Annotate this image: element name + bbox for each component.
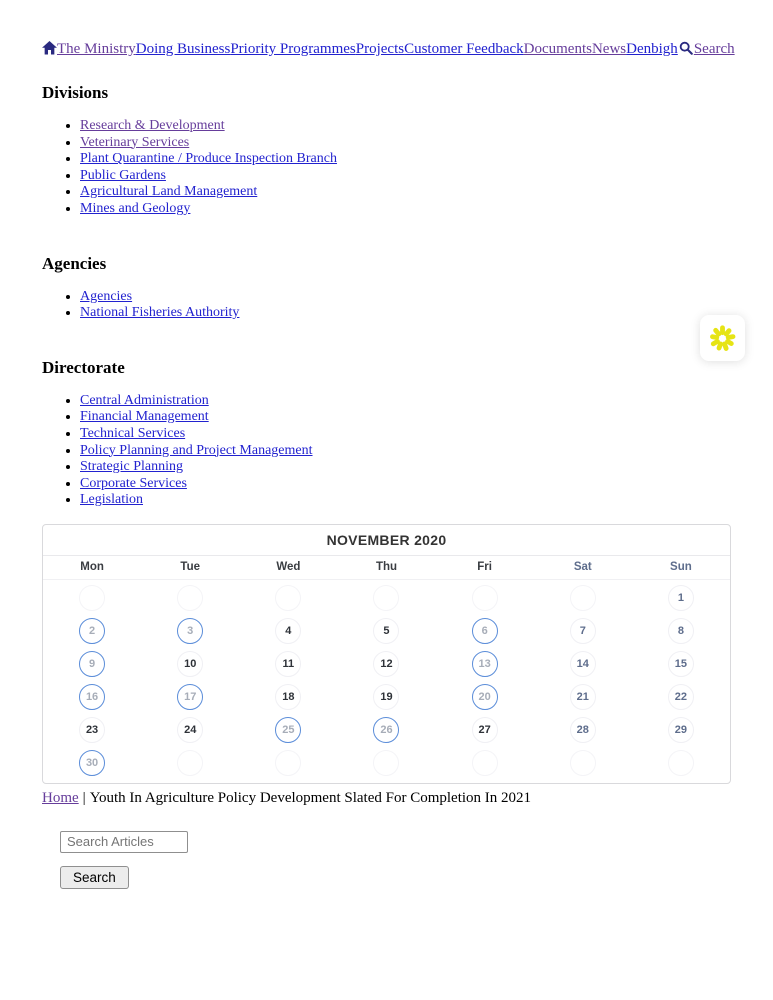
calendar-day-2 [43,618,141,644]
list-item [80,289,731,306]
event-day-circle[interactable]: 16 [79,684,105,710]
search-button[interactable]: Search [60,866,129,889]
nav-link-the-ministry[interactable]: The Ministry [57,41,136,57]
link-veterinary-services[interactable]: Veterinary Services [80,134,190,150]
event-day-circle[interactable]: 3 [177,618,203,644]
calendar-day-5 [337,618,435,644]
day-header-wed: Wed [276,561,301,574]
calendar-week-row [43,582,730,615]
calendar-day-7 [534,618,632,644]
calendar-grid [43,580,730,783]
link-corporate-services[interactable]: Corporate Services [80,475,187,491]
link-legislation[interactable]: Legislation [80,492,143,508]
day-circle: 4 [275,618,301,644]
empty-day-circle [275,585,301,611]
list-item [80,184,731,201]
event-day-circle[interactable]: 2 [79,618,105,644]
day-circle: 24 [177,717,203,743]
section-heading-divisions: Divisions [42,83,109,102]
day-header-sun: Sun [670,561,692,574]
day-circle: 5 [373,618,399,644]
calendar-week-row [43,648,730,681]
calendar-empty-cell [337,750,435,776]
event-day-circle[interactable]: 20 [472,684,498,710]
nav-link-documents[interactable]: Documents [523,41,592,57]
nav-link-denbigh[interactable]: Denbigh [626,41,678,57]
event-day-circle[interactable]: 9 [79,651,105,677]
day-circle: 19 [373,684,399,710]
link-agencies[interactable]: Agencies [80,288,133,304]
calendar-empty-cell [43,585,141,611]
list-item [80,492,731,509]
day-circle: 1 [668,585,694,611]
nav-link-customer-feedback[interactable]: Customer Feedback [404,41,524,57]
list-item [80,426,731,443]
link-central-administration[interactable]: Central Administration [80,392,209,408]
list-item [80,409,731,426]
link-mines-and-geology[interactable]: Mines and Geology [80,200,191,216]
day-circle: 8 [668,618,694,644]
empty-day-circle [570,750,596,776]
calendar-day-30 [43,750,141,776]
day-header-tue: Tue [180,561,200,574]
calendar-empty-cell [632,750,730,776]
home-icon-glyph [42,41,57,55]
calendar-empty-cell [239,585,337,611]
list-item [80,305,731,322]
empty-day-circle [275,750,301,776]
day-circle: 7 [570,618,596,644]
list-item [80,393,731,410]
empty-day-circle [472,585,498,611]
link-public-gardens[interactable]: Public Gardens [80,167,166,183]
calendar-title: NOVEMBER 2020 [43,525,730,556]
section-list-agencies [42,289,731,322]
list-item [80,459,731,476]
event-day-circle[interactable]: 30 [79,750,105,776]
calendar-empty-cell [534,750,632,776]
day-circle: 15 [668,651,694,677]
article-title: Youth In Agriculture Policy Development Slated For Completion In 2021 [89,789,532,806]
list-item [80,443,731,460]
search-articles-input[interactable] [60,831,188,853]
calendar-day-10 [141,651,239,677]
calendar-day-18 [239,684,337,710]
event-day-circle[interactable]: 25 [275,717,301,743]
day-circle: 23 [79,717,105,743]
calendar-day-27 [436,717,534,743]
calendar-empty-cell [436,750,534,776]
calendar-day-13 [436,651,534,677]
link-financial-management[interactable]: Financial Management [80,409,209,425]
calendar-day-20 [436,684,534,710]
calendar-day-11 [239,651,337,677]
asterisk-spinner-icon [707,323,738,354]
search-area [60,831,731,889]
calendar-empty-cell [239,750,337,776]
section-list-divisions [42,118,731,218]
calendar-day-headers [43,556,730,580]
link-plant-quarantine-produce-inspection-branch[interactable]: Plant Quarantine / Produce Inspection Branch [80,151,337,167]
accessibility-widget[interactable] [700,315,745,361]
calendar-empty-cell [436,585,534,611]
day-circle: 27 [472,717,498,743]
breadcrumb-separator: | [82,789,86,806]
event-day-circle[interactable]: 13 [472,651,498,677]
calendar-day-23 [43,717,141,743]
top-nav [42,40,735,61]
calendar-day-9 [43,651,141,677]
empty-day-circle [177,585,203,611]
calendar-day-25 [239,717,337,743]
day-circle: 18 [275,684,301,710]
list-item [80,201,731,218]
calendar-day-14 [534,651,632,677]
link-policy-planning-and-project-management[interactable]: Policy Planning and Project Management [80,442,313,458]
link-research-development[interactable]: Research & Development [80,118,225,133]
nav-link-news[interactable]: News [591,41,627,57]
calendar-week-row [43,714,730,747]
empty-day-circle [472,750,498,776]
empty-day-circle [373,750,399,776]
section-heading-agencies: Agencies [42,253,107,273]
day-header-sat: Sat [573,561,592,574]
events-calendar [42,524,731,784]
empty-day-circle [668,750,694,776]
day-circle: 22 [668,684,694,710]
day-circle: 11 [275,651,301,677]
nav-link-search[interactable]: Search [693,41,735,57]
list-item [80,151,731,168]
link-national-fisheries-authority[interactable]: National Fisheries Authority [80,305,240,321]
calendar-day-22 [632,684,730,710]
home-link[interactable]: Home [42,789,79,806]
calendar-week-row [43,615,730,648]
calendar-empty-cell [141,585,239,611]
calendar-day-1 [632,585,730,611]
calendar-week-row [43,747,730,780]
sections [42,83,731,509]
empty-day-circle [373,585,399,611]
day-header-mon: Mon [80,561,104,574]
calendar-empty-cell [534,585,632,611]
section-agencies [42,254,731,322]
calendar-empty-cell [141,750,239,776]
calendar-day-15 [632,651,730,677]
empty-day-circle [570,585,596,611]
calendar-day-16 [43,684,141,710]
section-list-directorate [42,393,731,509]
calendar-day-17 [141,684,239,710]
calendar-week-row [43,681,730,714]
nav-link-doing-business[interactable]: Doing Business [135,41,231,57]
day-circle: 21 [570,684,596,710]
section-divisions [42,83,731,218]
day-header-fri: Fri [477,561,492,574]
home-icon[interactable] [42,41,57,61]
calendar-day-21 [534,684,632,710]
list-item [80,168,731,185]
calendar-day-3 [141,618,239,644]
calendar-day-24 [141,717,239,743]
event-day-circle[interactable]: 26 [373,717,399,743]
nav-link-projects[interactable]: Projects [355,41,405,57]
calendar-day-4 [239,618,337,644]
day-circle: 28 [570,717,596,743]
event-day-circle[interactable]: 6 [472,618,498,644]
empty-day-circle [177,750,203,776]
day-header-thu: Thu [375,561,398,574]
empty-day-circle [79,585,105,611]
section-heading-directorate: Directorate [42,357,125,377]
link-strategic-planning[interactable]: Strategic Planning [80,459,184,475]
link-agricultural-land-management[interactable]: Agricultural Land Management [80,184,258,200]
calendar-empty-cell [337,585,435,611]
calendar-day-28 [534,717,632,743]
search-icon[interactable] [679,41,693,61]
calendar-day-6 [436,618,534,644]
list-item [80,476,731,493]
breadcrumb [42,790,731,807]
day-circle: 10 [177,651,203,677]
link-technical-services[interactable]: Technical Services [80,425,186,441]
calendar-day-12 [337,651,435,677]
calendar-day-26 [337,717,435,743]
calendar-day-19 [337,684,435,710]
nav-link-priority-programmes[interactable]: Priority Programmes [230,41,356,57]
event-day-circle[interactable]: 17 [177,684,203,710]
calendar-day-29 [632,717,730,743]
section-directorate [42,358,731,509]
day-circle: 29 [668,717,694,743]
list-item [80,135,731,152]
list-item [80,118,731,135]
calendar-day-8 [632,618,730,644]
day-circle: 14 [570,651,596,677]
day-circle: 12 [373,651,399,677]
